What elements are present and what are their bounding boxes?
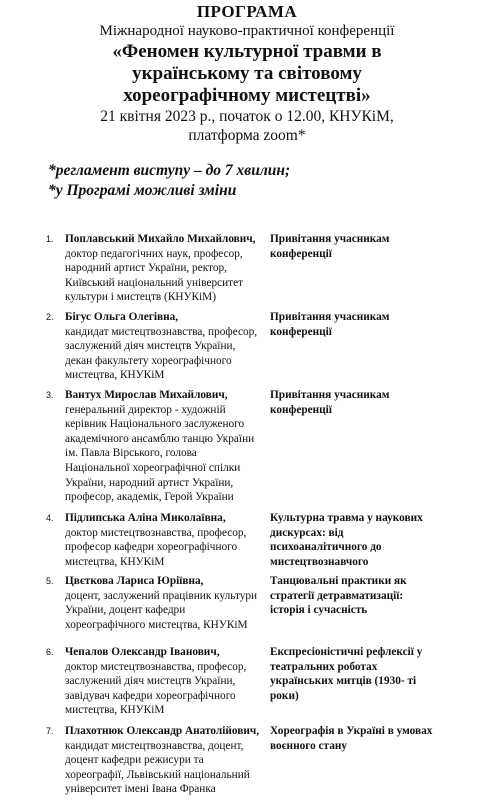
speaker-number: 5. [46, 576, 54, 586]
speaker-name: Вантух Мирослав Михайлович, [65, 389, 228, 401]
talk-topic-line: театральних роботах [270, 660, 378, 673]
theme-line-1: «Феномен культурної травми в [112, 41, 382, 62]
program-title: ПРОГРАМА [196, 2, 298, 21]
speaker-info [65, 724, 263, 797]
speaker-detail-line: декан факультету хореографічного [65, 354, 232, 367]
speaker-number: 6. [46, 647, 54, 657]
speaker-detail-line: доктор мистецтвознавства, професор, [65, 526, 247, 539]
speaker-info [65, 388, 263, 505]
talk-topic-line: конференції [270, 325, 332, 338]
talk-topic [270, 232, 470, 261]
speaker-info [65, 232, 263, 305]
talk-topic-line: мистецтвознавчого [270, 555, 369, 568]
speaker-detail-line: мистецтва, КНУКіМ [65, 704, 165, 717]
speaker-info [65, 574, 263, 632]
talk-topic-line: українських митців (1930- ті [270, 675, 417, 688]
talk-topic-line: Привітання учасникам [270, 389, 390, 401]
speaker-name: Плахотнюк Олександр Анатолійович, [65, 725, 260, 737]
theme-line-3: хореографічному мистецтві» [123, 85, 371, 106]
speaker-detail-line: доктор педагогічних наук, професор, [65, 247, 243, 260]
speaker-detail-line: доцент кафедри режисури та [65, 754, 204, 767]
talk-topic [270, 574, 470, 618]
speaker-detail-line: заслужений діяч мистецтв України, [65, 340, 236, 353]
note-changes: *у Програмі можливі зміни [48, 182, 237, 199]
speaker-detail-line: університет імені Івана Франка [65, 783, 216, 796]
speaker-detail-line: хореографії, Львівський національний [65, 768, 250, 781]
speaker-detail-line: заслужений діяч мистецтв України, [65, 675, 236, 688]
speaker-detail-line: України, доцент кафедри [65, 604, 186, 617]
talk-topic-line: Культурна травма у наукових [270, 512, 423, 524]
speaker-detail-line: народний артист України, ректор, [65, 262, 227, 275]
speaker-detail-line: академічного ансамблю танцю України [65, 432, 255, 445]
speaker-detail-line: мистецтва, КНУКіМ [65, 369, 165, 382]
speaker-detail-line: Національної хореографічної спілки [65, 461, 241, 474]
talk-topic-line: Хореографія в Україні в умовах [270, 725, 433, 737]
notes [48, 161, 494, 201]
speaker-detail-line: завідувач кафедри хореографічного [65, 689, 236, 702]
speaker-name: Бігус Ольга Олегівна, [65, 311, 179, 323]
theme-line-2: українському та світовому [132, 63, 362, 84]
speaker-detail-line: професор кафедри хореографічного [65, 541, 238, 554]
conference-subtitle: Міжнародної науково-практичної конференції [99, 23, 395, 39]
speaker-detail-line: культури і мистецтв (КНУКіМ) [65, 291, 216, 304]
talk-topic [270, 388, 470, 417]
talk-topic-line: психоаналітичного до [270, 541, 382, 554]
talk-topic-line: конференції [270, 247, 332, 260]
speaker-number: 1. [46, 234, 54, 244]
speaker-detail-line: мистецтва, КНУКіМ [65, 555, 165, 568]
speaker-detail-line: України, народний артист України, [65, 476, 234, 489]
program-header [0, 0, 494, 145]
talk-topic-line: воєнного стану [270, 739, 348, 752]
speaker-number: 3. [46, 390, 54, 400]
speaker-detail-line: генеральний директор - художній [65, 403, 226, 416]
talk-topic-line: історія і сучасність [270, 604, 368, 617]
speaker-detail-line: доктор мистецтвознавства, професор, [65, 660, 247, 673]
speaker-number: 7. [46, 726, 54, 736]
talk-topic-line: роки) [270, 689, 299, 702]
speaker-info [65, 511, 263, 569]
speaker-name: Цвєткова Лариса Юріївна, [65, 575, 204, 587]
speaker-name: Підлипська Аліна Миколаївна, [65, 512, 226, 524]
talk-topic-line: конференції [270, 403, 332, 416]
speaker-detail-line: професор, академік, Герой України [65, 491, 234, 504]
speaker-info [65, 310, 263, 383]
talk-topic-line: Експресіоністичні рефлексії у [270, 646, 423, 658]
talk-topic [270, 511, 470, 569]
speaker-detail-line: кандидат мистецтвознавства, професор, [65, 325, 258, 338]
talk-topic-line: Танцювальні практики як [270, 575, 407, 587]
speaker-info [65, 645, 263, 718]
speaker-name: Поплавський Михайло Михайлович, [65, 233, 256, 245]
speaker-detail-line: ім. Павла Вірського, голова [65, 447, 197, 460]
talk-topic [270, 310, 470, 339]
talk-topic-line: дискурсах: від [270, 526, 344, 539]
talk-topic-line: Привітання учасникам [270, 311, 390, 323]
speaker-detail-line: керівник Національного заслуженого [65, 418, 245, 431]
date-line-1: 21 квітня 2023 р., початок о 12.00, КНУКіМ, [100, 108, 394, 125]
speaker-number: 4. [46, 513, 54, 523]
talk-topic-line: Привітання учасникам [270, 233, 390, 245]
talk-topic [270, 645, 470, 703]
speaker-number: 2. [46, 312, 54, 322]
speaker-detail-line: Київський національний університет [65, 276, 244, 289]
note-time-limit: *регламент виступу – до 7 хвилин; [48, 162, 291, 179]
speaker-detail-line: кандидат мистецтвознавства, доцент, [65, 739, 244, 752]
date-line-2: платформа zoom* [188, 127, 306, 144]
talk-topic [270, 724, 470, 753]
speaker-name: Чепалов Олександр Іванович, [65, 646, 220, 658]
speaker-detail-line: хореографічного мистецтва, КНУКіМ [65, 618, 248, 631]
talk-topic-line: стратегії детравматизації: [270, 589, 404, 602]
speaker-detail-line: доцент, заслужений працівник культури [65, 589, 258, 602]
